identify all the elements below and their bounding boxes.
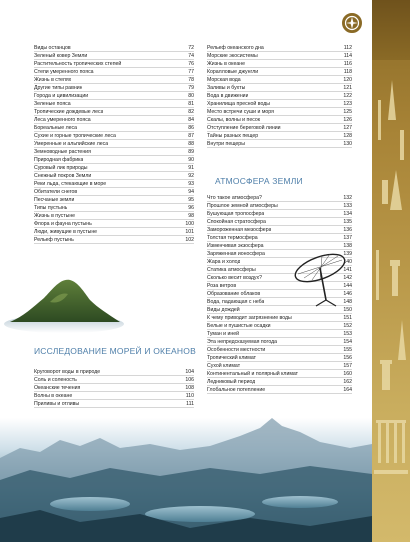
toc-right-top <box>207 44 352 148</box>
toc-entry-page: 139 <box>343 251 352 257</box>
satellite-dish-illustration <box>286 248 366 308</box>
toc-entry[interactable] <box>207 132 352 140</box>
toc-entry-title: Континентальный и полярный климат <box>207 371 299 377</box>
toc-entry-page: 81 <box>188 101 194 107</box>
toc-entry-title: Виды останцов <box>34 45 71 51</box>
toc-entry[interactable] <box>34 116 194 124</box>
toc-entry[interactable] <box>34 100 194 108</box>
toc-entry[interactable] <box>34 212 194 220</box>
toc-entry-page: 160 <box>343 371 352 377</box>
toc-entry-page: 80 <box>188 93 194 99</box>
toc-entry[interactable] <box>207 84 352 92</box>
toc-entry-page: 106 <box>185 377 194 383</box>
toc-entry-title: Реки льда, стекающие в море <box>34 181 107 187</box>
toc-entry-title: Природная фабрика <box>34 157 84 163</box>
toc-entry-title: Эта непредсказуемая погода <box>207 339 278 345</box>
toc-entry[interactable] <box>207 76 352 84</box>
toc-entry-title: Тайны разных пещер <box>207 133 259 139</box>
toc-entry-title: Леса умеренного пояса <box>34 117 91 123</box>
toc-entry-page: 90 <box>188 157 194 163</box>
toc-entry-title: Тропический климат <box>207 355 257 361</box>
toc-entry[interactable] <box>34 124 194 132</box>
toc-entry[interactable] <box>34 180 194 188</box>
toc-entry-page: 153 <box>343 331 352 337</box>
toc-entry-page: 78 <box>188 77 194 83</box>
toc-entry-page: 74 <box>188 53 194 59</box>
toc-entry-page: 92 <box>188 173 194 179</box>
toc-entry[interactable] <box>207 370 352 378</box>
toc-entry-page: 98 <box>188 213 194 219</box>
toc-entry-page: 95 <box>188 197 194 203</box>
toc-entry-title: Сколько весит воздух? <box>207 275 263 281</box>
toc-entry-page: 79 <box>188 85 194 91</box>
toc-entry-title: Морская вода <box>207 77 241 83</box>
toc-entry-title: К чему приводит загрязнение воды <box>207 315 292 321</box>
toc-entry-title: Жизнь в пустыне <box>34 213 76 219</box>
toc-entry-page: 155 <box>343 347 352 353</box>
section-title-seas: ИССЛЕДОВАНИЕ МОРЕЙ И ОКЕАНОВ <box>34 346 196 356</box>
toc-entry-title: Спокойная стратосфера <box>207 219 266 225</box>
toc-entry[interactable] <box>34 368 194 376</box>
toc-entry[interactable] <box>34 148 194 156</box>
toc-entry-page: 142 <box>343 275 352 281</box>
toc-entry[interactable] <box>207 226 352 234</box>
toc-entry-page: 162 <box>343 379 352 385</box>
section-title-atmosphere: АТМОСФЕРА ЗЕМЛИ <box>215 176 303 186</box>
toc-entry[interactable] <box>34 140 194 148</box>
toc-entry-title: Города и цивилизации <box>34 93 89 99</box>
toc-left-top <box>34 44 194 244</box>
toc-entry-title: Жизнь в океане <box>207 61 246 67</box>
toc-entry-page: 116 <box>343 61 352 67</box>
toc-entry-title: Внутри пещеры <box>207 141 245 147</box>
toc-entry-title: Океанские течения <box>34 385 81 391</box>
toc-entry[interactable] <box>34 156 194 164</box>
toc-entry-title: Люди, живущие в пустыне <box>34 229 98 235</box>
toc-entry-title: Скалы, волны и песок <box>207 117 261 123</box>
toc-entry-page: 108 <box>185 385 194 391</box>
toc-entry[interactable] <box>34 188 194 196</box>
toc-entry[interactable] <box>207 140 352 148</box>
toc-entry[interactable] <box>207 92 352 100</box>
toc-entry-title: Ледниковый период <box>207 379 256 385</box>
toc-entry-title: Соль и соленость <box>34 377 77 383</box>
toc-entry-page: 128 <box>343 133 352 139</box>
toc-entry-page: 152 <box>343 323 352 329</box>
toc-entry-page: 150 <box>343 307 352 313</box>
toc-entry[interactable] <box>207 202 352 210</box>
toc-entry-page: 137 <box>343 235 352 241</box>
toc-left-bottom <box>34 368 194 408</box>
toc-entry-title: Бореальные леса <box>34 125 77 131</box>
toc-entry-page: 130 <box>343 141 352 147</box>
toc-entry[interactable] <box>34 392 194 400</box>
toc-entry-title: Умеренные и альпийские леса <box>34 141 109 147</box>
toc-entry-title: Виды дождей <box>207 307 240 313</box>
toc-entry-page: 101 <box>185 229 194 235</box>
toc-entry-title: Типы пустынь <box>34 205 68 211</box>
toc-entry-title: Отступление береговой линии <box>207 125 281 131</box>
toc-entry-page: 154 <box>343 339 352 345</box>
toc-entry-page: 110 <box>185 393 194 399</box>
toc-entry-page: 141 <box>343 267 352 273</box>
toc-entry[interactable] <box>34 60 194 68</box>
compass-icon <box>340 11 364 35</box>
toc-entry-title: Вода, падающая с неба <box>207 299 265 305</box>
toc-entry[interactable] <box>34 220 194 228</box>
toc-entry-title: Тропические дождевые леса <box>34 109 104 115</box>
toc-entry-page: 120 <box>343 77 352 83</box>
toc-entry-title: Хранилища пресной воды <box>207 101 270 107</box>
toc-entry-page: 84 <box>188 117 194 123</box>
toc-entry[interactable] <box>34 196 194 204</box>
misty-landscape-photo <box>0 418 372 542</box>
toc-entry-page: 148 <box>343 299 352 305</box>
toc-entry-page: 157 <box>343 363 352 369</box>
toc-entry-title: Толстая термосфера <box>207 235 258 241</box>
toc-entry-title: Бушующая тропосфера <box>207 211 265 217</box>
toc-entry[interactable] <box>207 124 352 132</box>
toc-entry[interactable] <box>207 60 352 68</box>
toc-entry-page: 132 <box>343 195 352 201</box>
toc-entry[interactable] <box>207 330 352 338</box>
toc-entry[interactable] <box>34 92 194 100</box>
toc-entry-title: Сухие и горные тропические леса <box>34 133 116 139</box>
toc-entry-page: 122 <box>343 93 352 99</box>
toc-entry[interactable] <box>207 44 352 52</box>
toc-entry[interactable] <box>207 194 352 202</box>
toc-entry-page: 104 <box>185 369 194 375</box>
toc-entry-page: 127 <box>343 125 352 131</box>
toc-entry-page: 123 <box>343 101 352 107</box>
toc-entry-page: 114 <box>343 53 352 59</box>
toc-entry-page: 88 <box>188 141 194 147</box>
toc-entry-title: Туман и иней <box>207 331 240 337</box>
toc-entry-page: 112 <box>343 45 352 51</box>
toc-entry-page: 89 <box>188 149 194 155</box>
toc-entry[interactable] <box>34 76 194 84</box>
toc-entry[interactable] <box>34 132 194 140</box>
toc-entry-title: Глобальное потепление <box>207 387 266 393</box>
toc-entry-page: 82 <box>188 109 194 115</box>
toc-entry-page: 91 <box>188 165 194 171</box>
toc-entry[interactable] <box>207 218 352 226</box>
toc-entry-title: Роза ветров <box>207 283 237 289</box>
toc-entry-page: 77 <box>188 69 194 75</box>
toc-entry-page: 86 <box>188 125 194 131</box>
toc-entry-page: 93 <box>188 181 194 187</box>
toc-entry-title: Другие типы равнин <box>34 85 83 91</box>
toc-entry-title: Рельеф пустынь <box>34 237 74 243</box>
toc-entry-page: 111 <box>186 401 194 407</box>
toc-entry-page: 140 <box>343 259 352 265</box>
toc-entry-page: 76 <box>188 61 194 67</box>
toc-entry-page: 126 <box>343 117 352 123</box>
toc-entry[interactable] <box>34 400 194 408</box>
toc-entry-title: Зеленые пояса <box>34 101 71 107</box>
toc-entry-title: Белые и пушистые осадки <box>207 323 271 329</box>
toc-entry-page: 138 <box>343 243 352 249</box>
toc-entry[interactable] <box>34 108 194 116</box>
decorative-stripe-top <box>372 0 410 60</box>
toc-entry[interactable] <box>207 68 352 76</box>
toc-entry-title: Растительность тропических степей <box>34 61 122 67</box>
toc-entry-title: Волны в океане <box>34 393 73 399</box>
toc-entry-page: 146 <box>343 291 352 297</box>
toc-entry-title: Флора и фауна пустынь <box>34 221 92 227</box>
toc-entry-page: 151 <box>343 315 352 321</box>
toc-entry-title: Изменчивая экзосфера <box>207 243 264 249</box>
toc-entry-page: 125 <box>343 109 352 115</box>
toc-entry-page: 87 <box>188 133 194 139</box>
toc-entry[interactable] <box>34 164 194 172</box>
toc-entry[interactable] <box>207 386 352 394</box>
toc-entry-title: Круговорот воды в природе <box>34 369 101 375</box>
toc-entry-title: Обитатели снегов <box>34 189 78 195</box>
toc-entry[interactable] <box>207 346 352 354</box>
toc-entry[interactable] <box>207 234 352 242</box>
toc-entry[interactable] <box>207 378 352 386</box>
toc-entry[interactable] <box>207 338 352 346</box>
toc-entry-title: Что такое атмосфера? <box>207 195 262 201</box>
toc-entry-page: 72 <box>188 45 194 51</box>
island-illustration <box>4 268 124 334</box>
toc-entry-title: Жизнь в степях <box>34 77 72 83</box>
toc-entry[interactable] <box>207 354 352 362</box>
toc-entry-title: Замороженная мезосфера <box>207 227 272 233</box>
toc-entry-title: Земноводные растения <box>34 149 91 155</box>
toc-entry-page: 156 <box>343 355 352 361</box>
toc-entry[interactable] <box>34 384 194 392</box>
toc-entry-title: Суровый лик природы <box>34 165 88 171</box>
toc-entry-page: 133 <box>343 203 352 209</box>
toc-entry-page: 94 <box>188 189 194 195</box>
toc-entry-title: Снежный покров Земли <box>34 173 92 179</box>
toc-entry[interactable] <box>207 210 352 218</box>
toc-entry-title: Приливы и отливы <box>34 401 80 407</box>
toc-entry-title: Статика атмосферы <box>207 267 256 273</box>
toc-entry-page: 144 <box>343 283 352 289</box>
toc-entry-title: Песчаные земли <box>34 197 75 203</box>
toc-entry-title: Заряженная ионосфера <box>207 251 265 257</box>
toc-entry[interactable] <box>207 362 352 370</box>
toc-entry-title: Морские экосистемы <box>207 53 258 59</box>
toc-entry[interactable] <box>34 376 194 384</box>
toc-entry-page: 134 <box>343 211 352 217</box>
toc-entry-page: 136 <box>343 227 352 233</box>
toc-entry[interactable] <box>207 108 352 116</box>
toc-entry[interactable] <box>207 314 352 322</box>
toc-entry[interactable] <box>34 84 194 92</box>
toc-entry[interactable] <box>207 100 352 108</box>
landmarks-illustration <box>372 60 410 542</box>
toc-entry-title: Сухой климат <box>207 363 241 369</box>
toc-entry[interactable] <box>207 322 352 330</box>
toc-entry-title: Зеленый ковер Земли <box>34 53 88 59</box>
toc-entry-title: Жара и холод <box>207 259 241 265</box>
toc-entry-page: 121 <box>343 85 352 91</box>
toc-entry-title: Место встречи суши и моря <box>207 109 274 115</box>
toc-entry-title: Прошлое земной атмосферы <box>207 203 278 209</box>
toc-entry-title: Рельеф океанского дна <box>207 45 264 51</box>
toc-entry[interactable] <box>34 204 194 212</box>
toc-entry-title: Особенности местности <box>207 347 266 353</box>
toc-entry[interactable] <box>34 228 194 236</box>
toc-entry-page: 164 <box>343 387 352 393</box>
toc-entry[interactable] <box>34 44 194 52</box>
toc-entry-title: Степи умеренного пояса <box>34 69 94 75</box>
toc-entry[interactable] <box>207 52 352 60</box>
toc-entry[interactable] <box>34 52 194 60</box>
toc-entry-page: 96 <box>188 205 194 211</box>
toc-entry-page: 100 <box>185 221 194 227</box>
toc-entry-title: Вода в движении <box>207 93 249 99</box>
toc-entry[interactable] <box>34 68 194 76</box>
toc-entry-page: 118 <box>343 69 352 75</box>
toc-entry-title: Заливы и бухты <box>207 85 246 91</box>
toc-entry-title: Образование облаков <box>207 291 261 297</box>
toc-entry-page: 135 <box>343 219 352 225</box>
toc-entry[interactable] <box>34 172 194 180</box>
toc-entry-title: Коралловые джунгли <box>207 69 259 75</box>
toc-entry[interactable] <box>34 236 194 244</box>
toc-entry-page: 102 <box>185 237 194 243</box>
toc-entry[interactable] <box>207 116 352 124</box>
